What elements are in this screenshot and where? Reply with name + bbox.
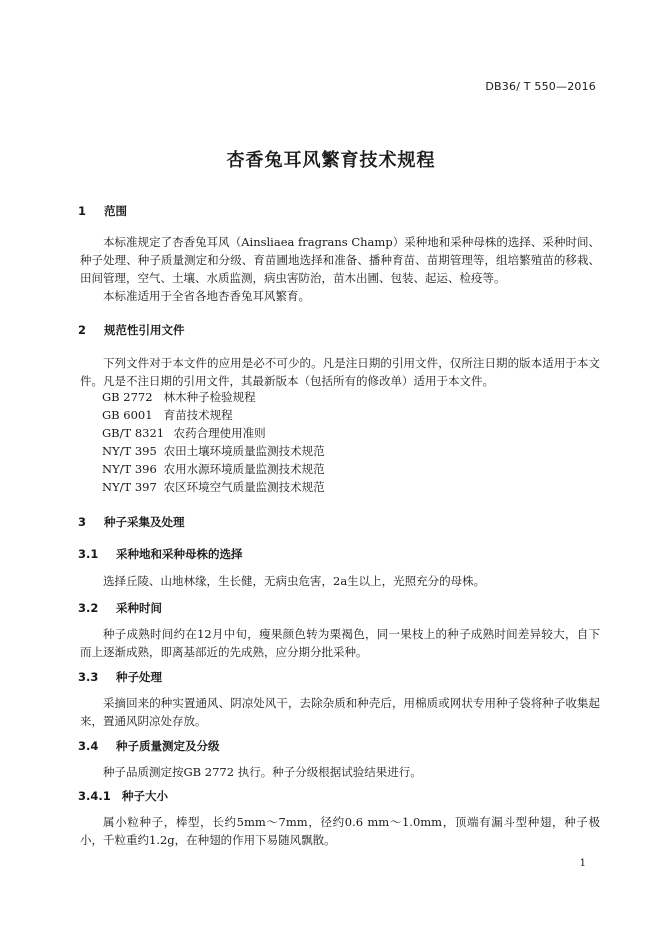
section-heading-2 (78, 322, 185, 338)
reference-item (102, 425, 266, 441)
reference-item (102, 461, 325, 477)
paragraph-3-1: 选择丘陵、山地林缘，生长健，无病虫危害，2a生以上，光照充分的母株。 (103, 574, 486, 588)
reference-name: 农用水源环境质量监测技术规范 (163, 462, 325, 476)
section-heading-1 (78, 203, 127, 219)
reference-code: NY/T 397 (102, 480, 157, 494)
section-title: 种子大小 (122, 789, 169, 803)
section-title: 采种时间 (116, 601, 163, 615)
reference-name: 农区环境空气质量监测技术规范 (163, 480, 325, 494)
reference-item (102, 443, 325, 459)
paragraph-3-2: 种子成熟时间约在12月中旬，瘦果颜色转为栗褐色，同一果枝上的种子成熟时间差异较大，自下而上逐渐成熟，即离基部近的先成熟，应分期分批采种。 (80, 627, 600, 659)
subsection-heading-3-4 (78, 738, 220, 754)
reference-code: NY/T 396 (102, 462, 157, 476)
paragraph-references-intro: 下列文件对于本文件的应用是必不可少的。凡是注日期的引用文件，仅所注日期的版本适用于本文件。凡是不注日期的引用文件，其最新版本（包括所有的修改单）适用于本文件。 (80, 356, 600, 388)
paragraph-3-4-1: 属小粒种子，棒型，长约5mm～7mm，径约0.6 mm～1.0mm，顶端有漏斗型种翅，种子极小，千粒重约1.2g，在种翅的作用下易随风飘散。 (80, 815, 600, 847)
section-number: 3 (78, 515, 87, 529)
reference-name: 农田土壤环境质量监测技术规范 (163, 444, 325, 458)
section-title: 范围 (104, 204, 128, 218)
subsection-heading-3-4-1 (78, 788, 168, 804)
section-number: 2 (78, 323, 87, 337)
section-number: 3.1 (78, 547, 99, 561)
section-title: 种子质量测定及分级 (116, 739, 220, 753)
reference-item (102, 479, 325, 495)
section-title: 采种地和采种母株的选择 (116, 547, 243, 561)
section-title: 种子处理 (116, 670, 163, 684)
reference-item (102, 407, 233, 423)
section-number: 1 (78, 204, 87, 218)
paragraph-scope: 本标准规定了杏香兔耳风（Ainsliaea fragrans Champ）采种地和采种母株的选择、采种时间、种子处理、种子质量测定和分级、育苗圃地选择和准备、播种育苗、苗期管理等，组培繁殖苗的移栽、田间管理，空气、土壤、水质监测，病虫害防治，苗木出圃、包装、起运、检疫等。 (80, 235, 600, 285)
section-title: 规范性引用文件 (104, 323, 185, 337)
reference-name: 林木种子检验规程 (163, 390, 256, 404)
subsection-heading-3-2 (78, 600, 162, 616)
reference-name: 育苗技术规程 (163, 408, 233, 422)
standard-code: DB36/ T 550—2016 (485, 80, 596, 93)
section-title: 种子采集及处理 (104, 515, 185, 529)
section-number: 3.4.1 (78, 789, 111, 803)
section-number: 3.3 (78, 670, 99, 684)
paragraph-3-4: 种子品质测定按GB 2772 执行。种子分级根据试验结果进行。 (103, 765, 422, 779)
page-number: 1 (579, 858, 586, 869)
reference-code: GB 2772 (102, 390, 153, 404)
reference-name: 农药合理使用准则 (173, 426, 266, 440)
section-number: 3.4 (78, 739, 99, 753)
section-heading-3 (78, 514, 185, 530)
reference-code: GB 6001 (102, 408, 153, 422)
paragraph-3-3: 采摘回来的种实置通风、阴凉处风干，去除杂质和种壳后，用棉质或网状专用种子袋将种子收集起来，置通风阴凉处存放。 (80, 696, 600, 728)
document-title: 杏香兔耳风繁育技术规程 (226, 150, 436, 171)
paragraph-scope-applicability: 本标准适用于全省各地杏香兔耳风繁育。 (103, 289, 310, 303)
subsection-heading-3-1 (78, 546, 243, 562)
reference-item (102, 389, 256, 405)
reference-code: NY/T 395 (102, 444, 157, 458)
subsection-heading-3-3 (78, 669, 162, 685)
section-number: 3.2 (78, 601, 99, 615)
reference-code: GB/T 8321 (102, 426, 165, 440)
